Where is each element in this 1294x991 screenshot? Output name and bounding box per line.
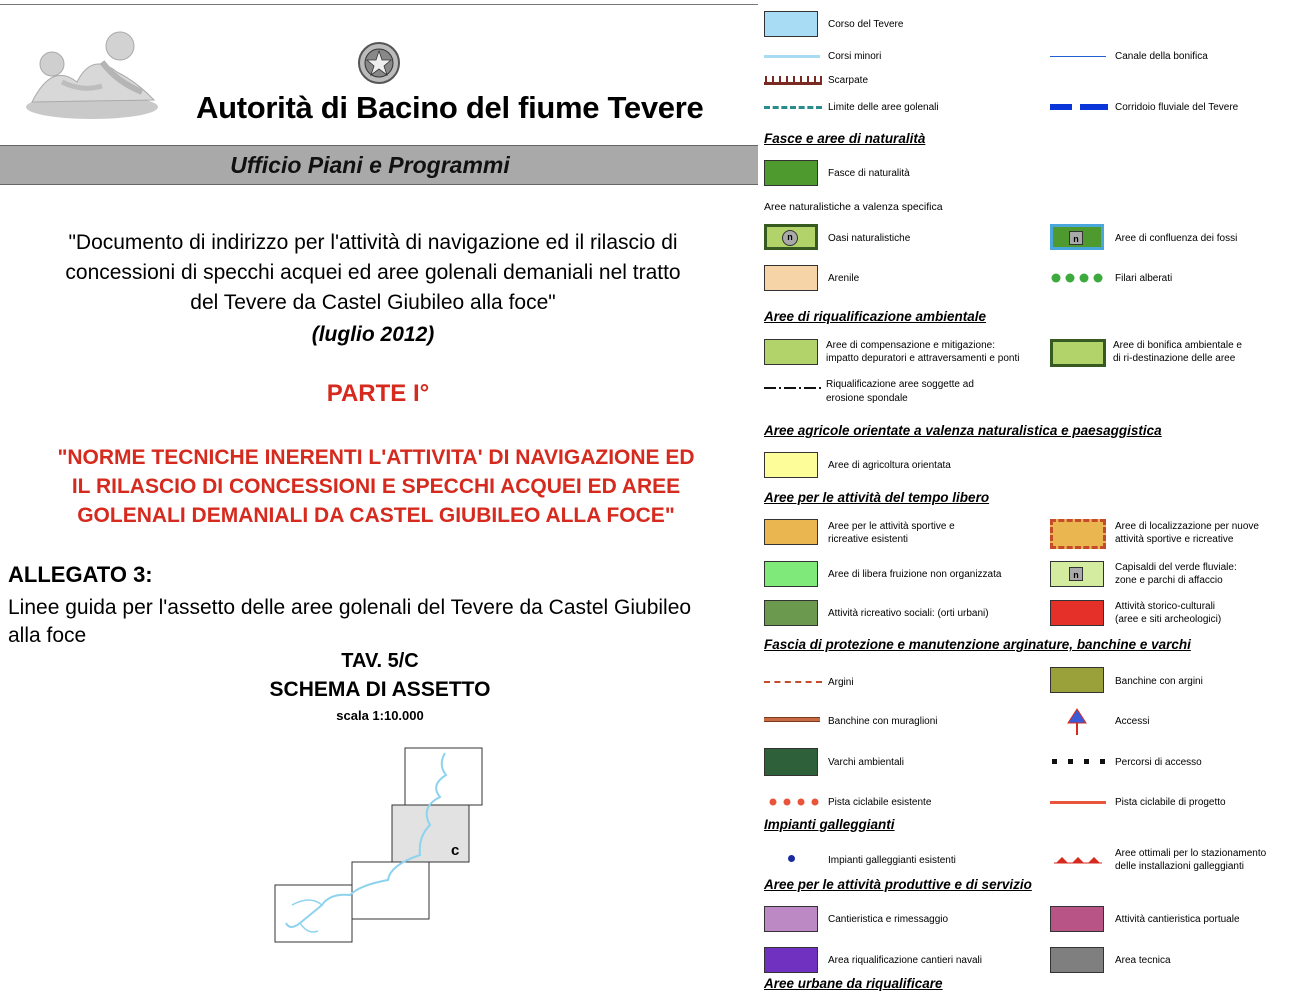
doc-title-line-2: concessioni di specchi acquei ed aree golenali demaniali nel tratto xyxy=(65,261,681,284)
label-cant-portuale: Attività cantieristica portuale xyxy=(1115,914,1240,925)
symbol-percorsi xyxy=(1050,758,1108,766)
swatch-fasce-naturalita xyxy=(764,160,818,186)
annex-title: ALLEGATO 3: xyxy=(8,562,153,587)
river-god-statue-logo xyxy=(22,22,162,122)
section-impianti: Impianti galleggianti xyxy=(764,817,895,832)
section-agricole: Aree agricole orientate a valenza naturalistica e paesaggistica xyxy=(764,423,1162,438)
label-ottimali-1: Aree ottimali per lo stazionamento xyxy=(1115,848,1267,859)
tav-number: TAV. 5/C xyxy=(341,650,419,672)
section-urbane: Aree urbane da riqualificare xyxy=(764,976,943,991)
oasi-n-icon: n xyxy=(782,230,798,246)
subsection-naturalistiche: Aree naturalistiche a valenza specifica xyxy=(764,201,943,213)
norme-heading xyxy=(0,443,752,530)
label-storico-2: (aree e siti archeologici) xyxy=(1115,614,1222,625)
swatch-storico xyxy=(1050,600,1104,626)
label-sportive-1: Aree per le attività sportive e xyxy=(828,521,955,532)
label-muraglioni: Banchine con muraglioni xyxy=(828,716,938,727)
label-filari: Filari alberati xyxy=(1115,273,1173,284)
symbol-corridoio xyxy=(1050,103,1108,111)
label-nuove-2: attività sportive e ricreative xyxy=(1115,534,1234,545)
section-produttive: Aree per le attività produttive e di servizio xyxy=(764,877,1032,892)
line-argini xyxy=(764,681,822,683)
office-title: Ufficio Piani e Programmi xyxy=(230,152,510,178)
label-corridoio: Corridoio fluviale del Tevere xyxy=(1115,102,1239,113)
swatch-corso-tevere xyxy=(764,11,818,37)
label-scarpate: Scarpate xyxy=(828,75,869,86)
line-corsi-minori xyxy=(764,55,820,58)
symbol-scarpate xyxy=(764,74,822,86)
label-ottimali-2: delle installazioni galleggianti xyxy=(1115,861,1244,872)
label-storico-1: Attività storico-culturali xyxy=(1115,601,1216,612)
label-percorsi: Percorsi di accesso xyxy=(1115,757,1202,768)
symbol-filari xyxy=(1050,272,1108,284)
swatch-nuove xyxy=(1050,519,1106,549)
swatch-cant-portuale xyxy=(1050,906,1104,932)
label-sportive-2: ricreative esistenti xyxy=(828,534,909,545)
label-corso-tevere: Corso del Tevere xyxy=(828,19,904,30)
label-argini: Argini xyxy=(828,677,854,688)
label-tecnica: Area tecnica xyxy=(1115,955,1171,966)
capisaldi-n-icon: n xyxy=(1069,567,1083,581)
symbol-ottimali xyxy=(1054,855,1102,865)
label-fasce-naturalita: Fasce di naturalità xyxy=(828,168,910,179)
swatch-cantieri-navali xyxy=(764,947,818,973)
label-orti: Attività ricreativo sociali: (orti urbani) xyxy=(828,608,989,619)
italian-republic-emblem-icon xyxy=(356,40,402,86)
top-rule xyxy=(0,4,758,5)
swatch-bonifica xyxy=(1050,339,1106,367)
swatch-cantieristica xyxy=(764,906,818,932)
label-varchi: Varchi ambientali xyxy=(828,757,904,768)
line-limite-golenali xyxy=(764,106,822,109)
label-nuove-1: Aree di localizzazione per nuove xyxy=(1115,521,1259,532)
label-erosione-2: erosione spondale xyxy=(826,393,908,404)
norme-line-1: "NORME TECNICHE INERENTI L'ATTIVITA' DI NAVIGAZIONE ED xyxy=(57,446,695,469)
label-ciclabile-esistente: Pista ciclabile esistente xyxy=(828,797,932,808)
label-libera: Aree di libera fruizione non organizzata xyxy=(828,569,1002,580)
swatch-sportive xyxy=(764,519,818,545)
annex-description: Linee guida per l'assetto delle aree golenali del Tevere da Castel Giubileo alla foce xyxy=(8,596,692,647)
label-galleggianti: Impianti galleggianti esistenti xyxy=(828,855,956,866)
section-riqualificazione: Aree di riqualificazione ambientale xyxy=(764,309,987,324)
label-ciclabile-progetto: Pista ciclabile di progetto xyxy=(1115,797,1226,808)
authority-title: Autorità di Bacino del fiume Tevere xyxy=(196,90,704,125)
label-bonifica-2: di ri-destinazione delle aree xyxy=(1113,353,1236,364)
label-cantieri-navali: Area riqualificazione cantieri navali xyxy=(828,955,982,966)
galleggianti-dot-icon xyxy=(788,855,795,862)
label-compensazione-2: impatto depuratori e attraversamenti e ponti xyxy=(826,353,1020,364)
label-banchine-argini: Banchine con argini xyxy=(1115,676,1203,687)
section-tempo-libero: Aree per le attività del tempo libero xyxy=(764,490,990,505)
symbol-ciclabile-esistente xyxy=(768,797,824,807)
swatch-arenile xyxy=(764,265,818,291)
label-bonifica-1: Aree di bonifica ambientale e xyxy=(1113,340,1242,351)
doc-date: (luglio 2012) xyxy=(311,323,435,346)
sheet-c-label: c xyxy=(451,842,460,859)
accessi-arrow-icon xyxy=(1066,708,1088,736)
swatch-tecnica xyxy=(1050,947,1104,973)
line-canale-bonifica xyxy=(1050,56,1106,57)
swatch-compensazione xyxy=(764,339,818,365)
swatch-agricoltura xyxy=(764,452,818,478)
label-accessi: Accessi xyxy=(1115,716,1150,727)
scale-label: scala 1:10.000 xyxy=(336,708,424,723)
line-muraglioni xyxy=(764,717,820,722)
confluenza-n-icon: n xyxy=(1069,231,1083,245)
label-corsi-minori: Corsi minori xyxy=(828,51,882,62)
label-agricoltura: Aree di agricoltura orientata xyxy=(828,460,951,471)
schema-title: SCHEMA DI ASSETTO xyxy=(269,678,491,701)
label-compensazione-1: Aree di compensazione e mitigazione: xyxy=(826,340,995,351)
doc-title-line-3: del Tevere da Castel Giubileo alla foce" xyxy=(190,291,556,314)
label-oasi: Oasi naturalistiche xyxy=(828,233,911,244)
swatch-banchine-argini xyxy=(1050,667,1104,693)
swatch-libera xyxy=(764,561,818,587)
label-cantieristica: Cantieristica e rimessaggio xyxy=(828,914,949,925)
norme-line-3: GOLENALI DEMANIALI DA CASTEL GIUBILEO ALLA FOCE" xyxy=(77,504,675,527)
label-limite-golenali: Limite delle aree golenali xyxy=(828,102,939,113)
doc-title-line-1: "Documento di indirizzo per l'attività di navigazione ed il rilascio di xyxy=(68,231,678,254)
line-ciclabile-progetto xyxy=(1050,801,1106,804)
norme-line-2: IL RILASCIO DI CONCESSIONI E SPECCHI ACQUEI ED AREE xyxy=(71,475,681,498)
part-heading: PARTE I° xyxy=(326,380,430,407)
label-erosione-1: Riqualificazione aree soggette ad xyxy=(826,379,974,390)
label-canale-bonifica: Canale della bonifica xyxy=(1115,51,1208,62)
label-confluenza: Aree di confluenza dei fossi xyxy=(1115,233,1238,244)
label-capisaldi-1: Capisaldi del verde fluviale: xyxy=(1115,562,1237,573)
label-capisaldi-2: zone e parchi di affaccio xyxy=(1115,575,1223,586)
swatch-varchi xyxy=(764,748,818,776)
section-fasce: Fasce e aree di naturalità xyxy=(764,131,926,146)
label-arenile: Arenile xyxy=(828,273,860,284)
swatch-orti xyxy=(764,600,818,626)
section-protezione: Fascia di protezione e manutenzione arginature, banchine e varchi xyxy=(764,637,1191,652)
symbol-erosione xyxy=(764,384,822,392)
